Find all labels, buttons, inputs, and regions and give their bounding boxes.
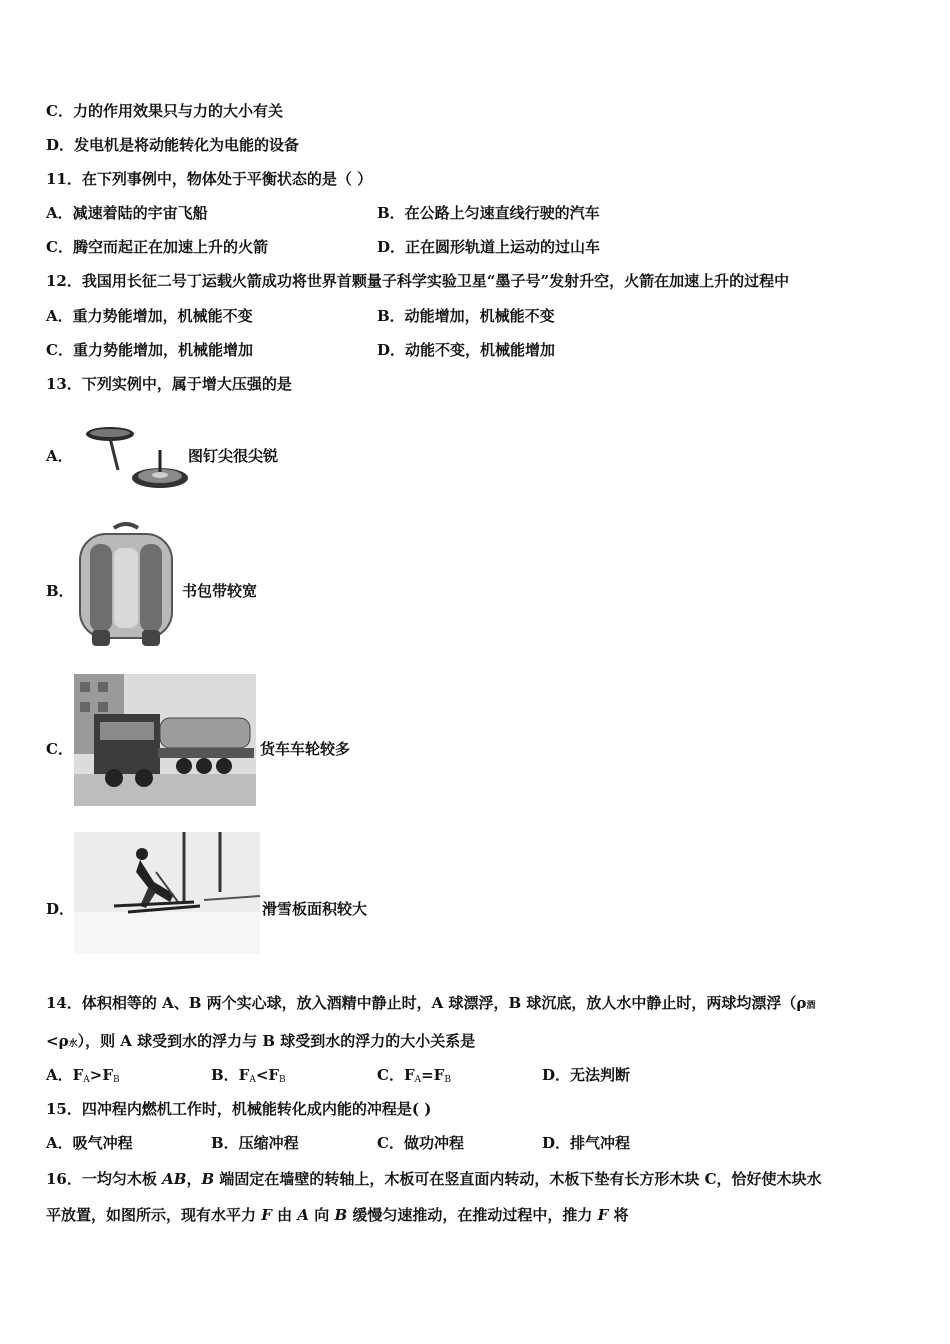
var-f: F	[261, 1206, 272, 1224]
q13-stem: 13．下列实例中，属于增大压强的是	[46, 375, 292, 393]
q15-option-d: D．排气冲程	[542, 1134, 631, 1152]
q14-option-c-relation: =F	[421, 1066, 445, 1084]
q14-option-d: D．无法判断	[542, 1066, 631, 1084]
q13-option-a-label: A．	[46, 447, 73, 465]
q14-stem-line2	[46, 1031, 475, 1054]
q14-option-a-text: A．F	[46, 1066, 84, 1084]
q12-option-a: A．重力势能增加，机械能不变	[46, 307, 253, 325]
q16-text: 将	[608, 1206, 629, 1224]
q13-option-a-caption: 图钉尖很尖锐	[188, 447, 279, 465]
q13-option-d-caption: 滑雪板面积较大	[262, 900, 368, 918]
q14-option-a-relation: >F	[89, 1066, 114, 1084]
q11-option-c: C．腾空而起正在加速上升的火箭	[46, 238, 268, 256]
q16-text: 由	[271, 1206, 298, 1224]
q16-stem-line2	[46, 1205, 628, 1225]
subscript-a: A	[83, 1075, 90, 1085]
skier-image	[74, 832, 260, 954]
q16-text: 平放置，如图所示，现有水平力	[46, 1206, 262, 1224]
q15-option-a: A．吸气冲程	[46, 1134, 133, 1152]
q16-text: 端固定在墙壁的转轴上，木板可在竖直面内转动，木板下垫有长方形木块 C，恰好使木块水	[214, 1170, 822, 1188]
q13-option-c-caption: 货车车轮较多	[260, 740, 351, 758]
q14-stem-line1	[46, 993, 815, 1016]
q13-option-d-label: D．	[46, 900, 75, 918]
q15-stem: 15．四冲程内燃机工作时，机械能转化成内能的冲程是( )	[46, 1100, 432, 1118]
q11-option-b: B．在公路上匀速直线行驶的汽车	[377, 204, 600, 222]
q12-stem: 12．我国用长征二号丁运载火箭成功将世界首颗量子科学实验卫星“墨子号”发射升空，火箭在加速上升的过程中	[46, 272, 790, 290]
rho-alcohol-subscript: 酒	[806, 1001, 816, 1011]
q14-option-c	[377, 1065, 451, 1090]
q10-option-c: C．力的作用效果只与力的大小有关	[46, 102, 283, 120]
q11-option-d: D．正在圆形轨道上运动的过山车	[377, 238, 601, 256]
q14-option-b-relation: <F	[255, 1066, 280, 1084]
q11-option-a: A．减速着陆的宇宙飞船	[46, 204, 208, 222]
thumbtack-image	[82, 420, 190, 494]
q14-stem-text-2: ），则 A 球受到水的浮力与 B 球受到水的浮力的大小关系是	[77, 1032, 476, 1050]
q16-text: ，	[186, 1170, 202, 1188]
q15-option-b: B．压缩冲程	[211, 1134, 299, 1152]
subscript-b: B	[444, 1075, 451, 1085]
var-b: B	[334, 1206, 348, 1224]
q14-stem-text: 14．体积相等的 A、B 两个实心球，放入酒精中静止时，A 球漂浮，B 球沉底，放人水中静止时，两球均漂浮（ρ	[46, 994, 807, 1012]
subscript-a: A	[414, 1075, 422, 1085]
q14-option-c-text: C．F	[377, 1066, 415, 1084]
var-b: B	[201, 1170, 215, 1188]
subscript-b: B	[113, 1075, 120, 1085]
q12-option-b: B．动能增加，机械能不变	[377, 307, 555, 325]
q10-option-d: D．发电机是将动能转化为电能的设备	[46, 136, 300, 154]
less-than-rho: <ρ	[46, 1032, 69, 1050]
subscript-b: B	[279, 1075, 286, 1085]
var-f: F	[597, 1206, 609, 1224]
q16-text: 向	[308, 1206, 335, 1224]
var-ab: AB	[162, 1170, 187, 1188]
q14-option-a	[46, 1065, 120, 1090]
subscript-a: A	[249, 1075, 256, 1085]
q13-option-c-label: C．	[46, 740, 73, 758]
q11-stem: 11．在下列事例中，物体处于平衡状态的是（ ）	[46, 170, 373, 188]
q16-stem-line1	[46, 1169, 822, 1189]
backpack-image	[74, 522, 178, 648]
rho-water-subscript: 水	[68, 1039, 78, 1049]
q13-option-b-label: B．	[46, 582, 74, 600]
q14-option-b-text: B．F	[211, 1066, 250, 1084]
q16-text: 缓慢匀速推动，在推动过程中，推力	[347, 1206, 598, 1224]
var-a: A	[297, 1206, 309, 1224]
q14-option-b	[211, 1065, 286, 1090]
q12-option-c: C．重力势能增加，机械能增加	[46, 341, 253, 359]
q12-option-d: D．动能不变，机械能增加	[377, 341, 556, 359]
truck-image	[74, 674, 256, 806]
q15-option-c: C．做功冲程	[377, 1134, 464, 1152]
q16-text: 16．一均匀木板	[46, 1170, 163, 1188]
q13-option-b-caption: 书包带较宽	[182, 582, 258, 600]
